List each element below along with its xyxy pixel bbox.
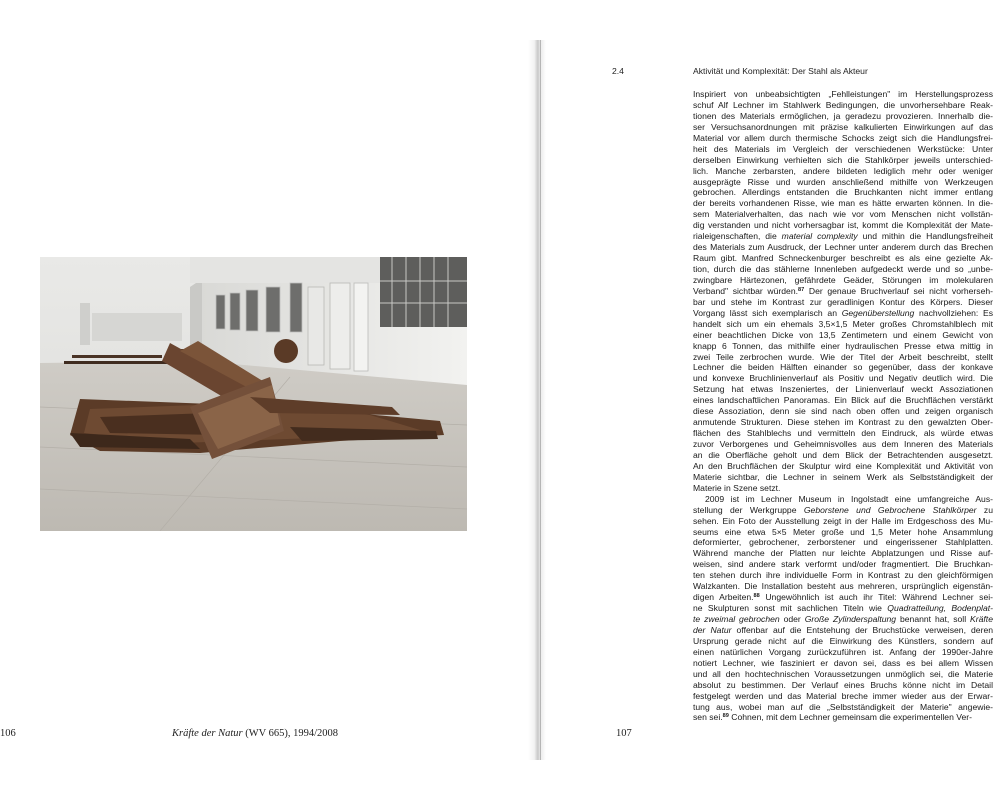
text-run: Materie in Szene setzt. [693,482,781,493]
text-line [693,581,993,592]
text-line [693,198,993,209]
text-run: ausgeprägte Risse und wurden anschließend mithilfe von Werkzeugen [693,176,993,187]
text-line [693,570,993,581]
text-run: zwei Teile zerbrochen wurde. Wie der Titel der Arbeit beschreibt, stellt [693,351,993,362]
text-run: Inspiriert von unbeabsichtigten „Fehlleistungen" im Herstellungsprozess [693,89,993,99]
italic-text: der Natur [693,624,732,635]
text-run: sen sei. [693,712,723,723]
text-line [693,275,993,286]
text-line [693,144,993,155]
italic-text: Große Zylinderspaltung [804,614,897,624]
text-line [693,483,993,494]
text-run: Ursprung gerade nicht auf die Einwirkung des Künstlers, sondern auf [693,635,993,646]
text-line [693,537,993,548]
text-line [693,548,993,559]
text-line [693,516,993,527]
italic-text: Kräfte [970,614,993,624]
book-spine [540,40,541,760]
page-number-left: 106 [0,728,16,739]
text-run: Ungewöhnlich ist auch ihr Titel: Während Lechner sei- [759,592,993,603]
text-run: eines landschaftlichen Panoramas. Ein Blick auf die Bruchflächen verstärkt [693,395,993,406]
text-run: Materie sichtbar, die Lechner in seinem Werk als Selbstständigkeit der [693,471,993,482]
text-line [693,297,993,308]
text-run: dig verstanden und nicht vorhersagbar ist, kommt die Komplexität der Mate- [693,220,993,231]
text-run: Raum gibt. Manfred Schneckenburger beschreibt es als eine gezielte Ak- [693,253,993,264]
text-line [693,286,993,297]
text-run: und mithin die Handlungsfreiheit [857,231,993,242]
text-run: Vorgang lässt sich exemplarisch an [693,307,842,318]
text-run: nachvollziehen: Es [914,307,993,318]
text-run: gebrochen. Allerdings entstanden die Bruchkanten nicht immer entlang [693,187,993,198]
text-run: Während manche der Platten nur leichte Abplatzungen und Risse auf- [693,548,993,559]
text-run: weisen, sind andere stark verformt und/oder fragmentiert. Die Bruchkan- [693,559,993,570]
text-run: anmutende Strukturen. Diese stehen im Kontrast zu den gewalzten Ober- [693,417,993,428]
text-run: benannt hat, soll [896,614,971,624]
section-title: Aktivität und Komplexität: Der Stahl als Akteur [693,66,868,76]
body-text [693,89,993,723]
text-line [693,439,993,450]
sculpture-photograph [40,257,467,531]
text-run: Der genaue Bruchverlauf sei nicht vorherseh- [804,285,993,296]
text-line [693,133,993,144]
text-line [693,450,993,461]
text-line [693,559,993,570]
text-line [693,494,993,505]
text-run: einer beachtlichen Dicke von 13,5 Zentimetern und einem Gewicht von [693,329,993,340]
text-run: oder [779,614,805,624]
text-run: 2009 ist im Lechner Museum in Ingolstadt eine umfangreiche Aus- [705,493,993,504]
text-line [693,395,993,406]
text-run: sehen. Ein Foto der Ausstellung zeigt in der Halle im Erdgeschoss des Mu- [693,515,993,526]
text-line [693,428,993,439]
text-line [693,187,993,198]
section-number: 2.4 [612,66,624,76]
text-line [693,691,993,702]
text-run: zuvor Verborgenes und Geheimnisvolles aus dem Inneren des Materials [693,439,993,449]
text-line [693,319,993,330]
page-number-right: 107 [616,728,632,739]
text-run: rialeigenschaften, die [693,231,782,242]
text-line [693,406,993,417]
text-run: flächen des Stahlblechs und vermitteln den Eindruck, als würde etwas [693,428,993,439]
text-run: ten stehen durch ihre individuelle Form in Kontrast zu den gleichförmigen [693,570,993,581]
italic-text: material complexity [781,231,858,242]
text-run: Cohnen, mit dem Lechner gemeinsam die experimentellen Ver- [728,712,972,723]
text-line [693,384,993,395]
text-run: knapp 6 Tonnen, das mithilfe einer hydraulischen Presse etwa mittig in [693,340,993,351]
text-line [693,669,993,680]
text-run: absolut zu bestimmen. Der Verlauf eines Bruchs könne nicht im Detail [693,679,993,690]
text-run: lich. Manche zerbarsten, andere bildeten lediglich mehr oder weniger [693,165,993,176]
text-run: stellung der Werkgruppe [693,504,804,515]
text-line [693,253,993,264]
text-line [693,264,993,275]
text-run: heit des Materials im Vergleich der verschiedenen Werkstücke: Unter [693,143,993,154]
footnote-reference: 89 [722,713,729,720]
italic-text: Gegenüberstellung [841,307,915,318]
text-line [693,702,993,713]
text-line [693,177,993,188]
text-line [693,308,993,319]
text-line [693,89,993,100]
text-line [693,625,993,636]
text-run: Walzkanten. Die Installation besteht aus mehreren, ursprünglich eigenstän- [693,581,993,592]
text-line [693,505,993,516]
text-run: offenbar auf die Entstehung der Bruchstücke verweisen, deren [731,624,993,635]
text-line [693,603,993,614]
text-run: ser Versuchsanordnungen mit präzise kalkulierten Einwirkungen auf das [693,121,993,132]
text-run: deformierter, gebrochener, zerborstener und eingerissener Stahlplatten. [693,537,993,548]
italic-text: Quadratteilung, Bodenplat- [887,603,993,614]
text-line [693,658,993,669]
text-line [693,155,993,166]
text-run: tionen des Materials ermöglichen, ja geradezu provozieren. Innerhalb die- [693,110,993,121]
text-run: Verband" sichtbar würden. [693,285,798,296]
image-caption [172,728,338,739]
text-line [693,636,993,647]
text-run: zu [976,504,993,515]
text-run: der bereits vorhandenen Risse, wie man es hätte erwarten können. In die- [693,198,993,209]
book-gutter-shadow [528,40,546,760]
text-run: ne Skulpturen sonst mit sachlichen Titeln wie [693,603,888,614]
text-line [693,166,993,177]
text-line [693,614,993,625]
text-run: seums eine etwa 5×5 Meter große und 1,5 Meter hohe Ansammlung [693,526,993,537]
italic-text: te zweimal gebrochen [693,614,780,624]
text-run: an die Oberfläche geholt und dem Blick der Betrachtenden ausgesetzt. [693,449,993,460]
text-run: diese Assoziation, denn sie sind nach oben offen und zeigen organisch [693,406,993,417]
text-run: des Materials zum Ausdruck, der Lechner unter anderem durch das Brechen [693,242,993,253]
text-run: Setzung hat etwas Inszeniertes, der Linienverlauf weckt Assoziationen [693,384,993,395]
text-line [693,362,993,373]
text-run: festgelegt werden und das Material breche immer wieder aus der Erwar- [693,690,993,701]
text-line [693,231,993,242]
text-line [693,111,993,122]
text-run: und all den hochtechnischen Voraussetzungen unmöglich sei, die Materie [693,668,993,679]
text-line [693,341,993,352]
text-run: sem Materialverhalten, das nach wie vor vom Menschen nicht vollstän- [693,209,993,220]
text-line [693,100,993,111]
text-line [693,242,993,253]
caption-work-title: Kräfte der Natur [172,728,243,739]
text-run: handelt sich um ein ehemals 3,5×1,5 Meter großes Chromstahlblech mit [693,318,993,329]
text-run: digen Arbeiten. [693,592,754,603]
text-line [693,472,993,483]
text-line [693,122,993,133]
text-line [693,461,993,472]
text-line [693,209,993,220]
text-run: schuf Alf Lechner im Stahlwerk Bedingungen, die unvorhersehbare Reak- [693,99,993,110]
text-line [693,373,993,384]
text-run: derselben Einwirkung verhielten sich die Stahlkörper jeweils unterschied- [693,154,993,165]
text-line [693,647,993,658]
text-run: tung aus, wobei man auf die „Selbstständigkeit der Materie" angewie- [693,701,993,712]
text-line [693,417,993,428]
text-run: bar und stehe im Kontrast zur geradlinigen Kontur des Körpers. Dieser [693,296,993,307]
text-run: notiert Lechner, wie fasziniert er davon sei, dass es bei allem Wissen [693,657,993,668]
caption-details: (WV 665), 1994/2008 [242,728,339,739]
footnote-reference: 88 [753,593,760,600]
text-line [693,220,993,231]
text-line [693,712,993,723]
text-run: An den Bruchflächen der Skulptur wird eine Komplexität und Aktivität von [693,460,993,471]
text-line [693,527,993,538]
text-line [693,352,993,363]
text-run: Material vor allem durch thermische Schocks zeigt sich die Handlungsfrei- [693,132,993,143]
text-line [693,592,993,603]
text-run: zwingbare Härtezonen, gefährdete Geäder, Störungen im molekularen [693,274,993,285]
italic-text: Geborstene und Gebrochene Stahlkörper [803,504,977,515]
text-run: und konvexe Bruchlinienverlauf als Positiv und Negativ deutlich wird. Die [693,373,993,384]
text-line [693,680,993,691]
text-line [693,330,993,341]
text-run: tion, durch die das stählerne Innenleben aufgedeckt werde und so „unbe- [693,264,993,274]
text-run: Lechner die beiden Hälften einander so gegenüber, dass der konkave [693,362,993,373]
text-run: einen natürlichen Vorgang zurückzuführen ist. Anfang der 1990er-Jahre [693,646,993,657]
footnote-reference: 87 [798,286,805,293]
